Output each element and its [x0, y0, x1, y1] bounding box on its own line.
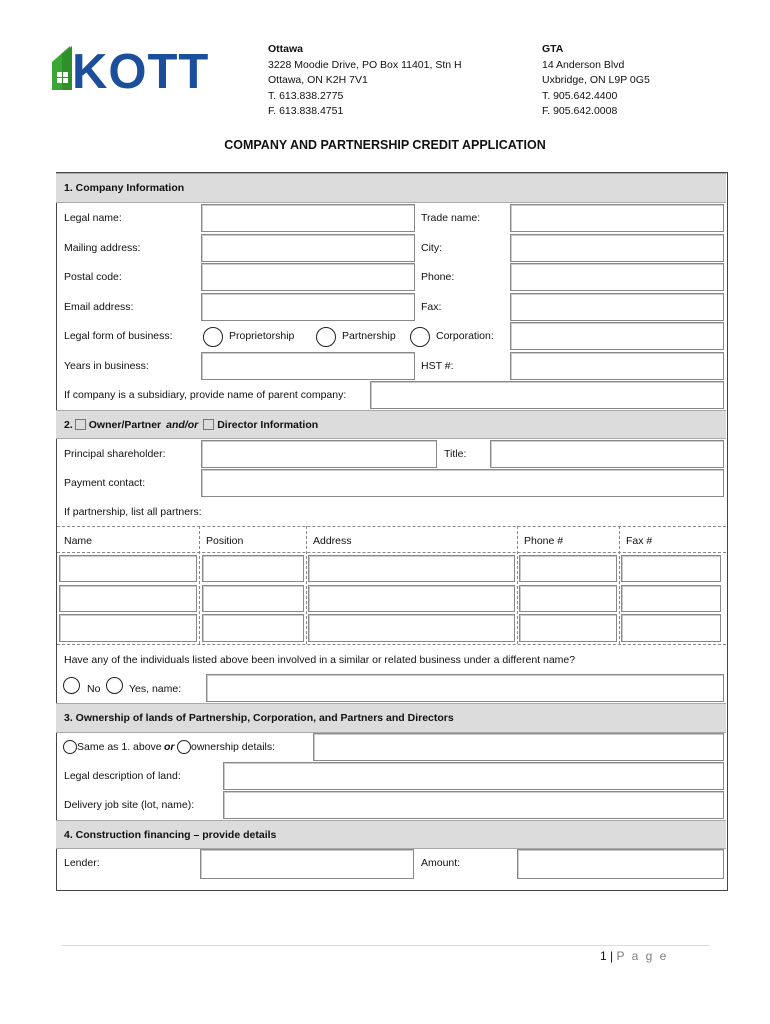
- owner-partner-checkbox[interactable]: [75, 419, 86, 430]
- partners-list-label: If partnership, list all partners:: [64, 506, 202, 518]
- payment-contact-field[interactable]: [201, 469, 724, 497]
- document-title: COMPANY AND PARTNERSHIP CREDIT APPLICATION: [224, 138, 546, 152]
- email-label: Email address:: [64, 301, 134, 313]
- gta-line2: Uxbridge, ON L9P 0G5: [542, 74, 650, 86]
- col-sep-4: [619, 526, 620, 644]
- col-position: Position: [206, 535, 244, 547]
- logo-text: KOTT: [72, 45, 210, 92]
- ownership-details-radio[interactable]: [177, 740, 191, 754]
- corporation-radio[interactable]: [410, 327, 430, 347]
- partner2-phone[interactable]: [519, 585, 617, 612]
- partner1-position[interactable]: [202, 555, 304, 582]
- ottawa-fax: F. 613.838.4751: [268, 105, 344, 117]
- page-number-sep: |: [610, 949, 614, 963]
- principal-shareholder-field[interactable]: [201, 440, 437, 468]
- ownership-details-field[interactable]: [313, 733, 724, 761]
- gta-phone: T. 905.642.4400: [542, 89, 618, 102]
- section2-director: Director Information: [217, 418, 319, 431]
- ottawa-line1: 3228 Moodie Drive, PO Box 11401, Stn H: [268, 58, 462, 71]
- section2-owner-partner: Owner/Partner: [88, 418, 162, 431]
- other-name-yes-label: Yes, name:: [129, 683, 182, 695]
- partnership-label: Partnership: [342, 330, 396, 342]
- other-name-no-label: No: [87, 683, 101, 695]
- partner2-name[interactable]: [59, 585, 197, 612]
- ottawa-phone: T. 613.838.2775: [268, 89, 344, 102]
- section4-heading: 4. Construction financing – provide details: [56, 820, 726, 849]
- partner3-position[interactable]: [202, 614, 304, 642]
- hst-label: HST #:: [421, 360, 454, 372]
- partner1-address[interactable]: [308, 555, 515, 582]
- title-label: Title:: [444, 448, 467, 460]
- kott-logo-mark: [52, 44, 212, 92]
- mailing-address-label: Mailing address:: [64, 242, 141, 254]
- partner2-fax[interactable]: [621, 585, 721, 612]
- section2-and-or: and/or: [166, 418, 199, 431]
- col-name: Name: [64, 535, 93, 547]
- email-field[interactable]: [201, 293, 415, 321]
- director-checkbox[interactable]: [203, 419, 214, 430]
- corporation-label: Corporation:: [436, 330, 494, 342]
- trade-name-label: Trade name:: [421, 212, 481, 224]
- city-label: City:: [421, 242, 442, 254]
- same-as-above-radio[interactable]: [63, 740, 77, 754]
- years-label: Years in business:: [64, 360, 149, 372]
- postal-code-label: Postal code:: [64, 271, 122, 283]
- delivery-site-label: Delivery job site (lot, name):: [64, 799, 195, 811]
- partner2-address[interactable]: [308, 585, 515, 612]
- amount-field[interactable]: [517, 849, 724, 879]
- col-address: Address: [313, 535, 352, 547]
- partner2-position[interactable]: [202, 585, 304, 612]
- hst-field[interactable]: [510, 352, 724, 380]
- page-number: [600, 949, 668, 963]
- corporation-field[interactable]: [510, 322, 724, 350]
- parent-company-field[interactable]: [370, 381, 724, 409]
- partner3-phone[interactable]: [519, 614, 617, 642]
- phone-field[interactable]: [510, 263, 724, 291]
- partner3-address[interactable]: [308, 614, 515, 642]
- section2-number: 2.: [64, 418, 73, 431]
- other-name-field[interactable]: [206, 674, 724, 702]
- col-sep-1: [199, 526, 200, 644]
- trade-name-field[interactable]: [510, 204, 724, 232]
- ottawa-line2: Ottawa, ON K2H 7V1: [268, 74, 368, 86]
- footer-rule: [62, 945, 710, 946]
- partner3-fax[interactable]: [621, 614, 721, 642]
- ottawa-address: [268, 42, 462, 120]
- amount-label: Amount:: [421, 857, 461, 869]
- partner1-name[interactable]: [59, 555, 197, 582]
- parent-company-label: If company is a subsidiary, provide name of parent company:: [64, 389, 347, 401]
- other-name-question: Have any of the individuals listed above been involved in a similar or related business under a different name?: [64, 654, 576, 666]
- ownership-details-label: ownership details:: [191, 741, 276, 753]
- partners-header-line: [57, 552, 726, 553]
- legal-name-field[interactable]: [201, 204, 415, 232]
- page-number-value: 1: [600, 949, 607, 963]
- partners-table-bottom: [57, 644, 726, 645]
- legal-description-field[interactable]: [223, 762, 724, 790]
- partner3-name[interactable]: [59, 614, 197, 642]
- page-word: P a g e: [616, 949, 669, 963]
- legal-form-label: Legal form of business:: [64, 330, 173, 342]
- lender-label: Lender:: [64, 857, 100, 869]
- partnership-radio[interactable]: [316, 327, 336, 347]
- fax-label: Fax:: [421, 301, 442, 313]
- payment-contact-label: Payment contact:: [64, 477, 146, 489]
- gta-fax: F. 905.642.0008: [542, 105, 618, 117]
- proprietorship-label: Proprietorship: [229, 330, 295, 342]
- lender-field[interactable]: [200, 849, 414, 879]
- gta-name: GTA: [542, 43, 564, 55]
- city-field[interactable]: [510, 234, 724, 262]
- section1-heading: 1. Company Information: [56, 173, 726, 203]
- ottawa-name: Ottawa: [268, 43, 304, 55]
- other-name-yes-radio[interactable]: [106, 677, 123, 694]
- legal-description-label: Legal description of land:: [64, 770, 181, 782]
- postal-code-field[interactable]: [201, 263, 415, 291]
- col-sep-2: [306, 526, 307, 644]
- other-name-no-radio[interactable]: [63, 677, 80, 694]
- section2-heading: [56, 410, 726, 439]
- partner1-phone[interactable]: [519, 555, 617, 582]
- section3-heading: 3. Ownership of lands of Partnership, Corporation, and Partners and Directors: [56, 703, 726, 733]
- same-as-above-label: Same as 1. above: [77, 741, 162, 753]
- gta-address: [542, 42, 650, 120]
- phone-label: Phone:: [421, 271, 455, 283]
- proprietorship-radio[interactable]: [203, 327, 223, 347]
- col-fax: Fax #: [626, 535, 653, 547]
- kott-logo: [52, 44, 212, 92]
- gta-line1: 14 Anderson Blvd: [542, 58, 625, 71]
- principal-shareholder-label: Principal shareholder:: [64, 448, 166, 460]
- title-field[interactable]: [490, 440, 724, 468]
- ownership-or: or: [164, 741, 175, 753]
- partner1-fax[interactable]: [621, 555, 721, 582]
- fax-field[interactable]: [510, 293, 724, 321]
- delivery-site-field[interactable]: [223, 791, 724, 819]
- legal-name-label: Legal name:: [64, 212, 122, 224]
- col-sep-3: [517, 526, 518, 644]
- mailing-address-field[interactable]: [201, 234, 415, 262]
- partners-table-top: [57, 526, 726, 527]
- years-field[interactable]: [201, 352, 415, 380]
- col-phone: Phone #: [524, 535, 564, 547]
